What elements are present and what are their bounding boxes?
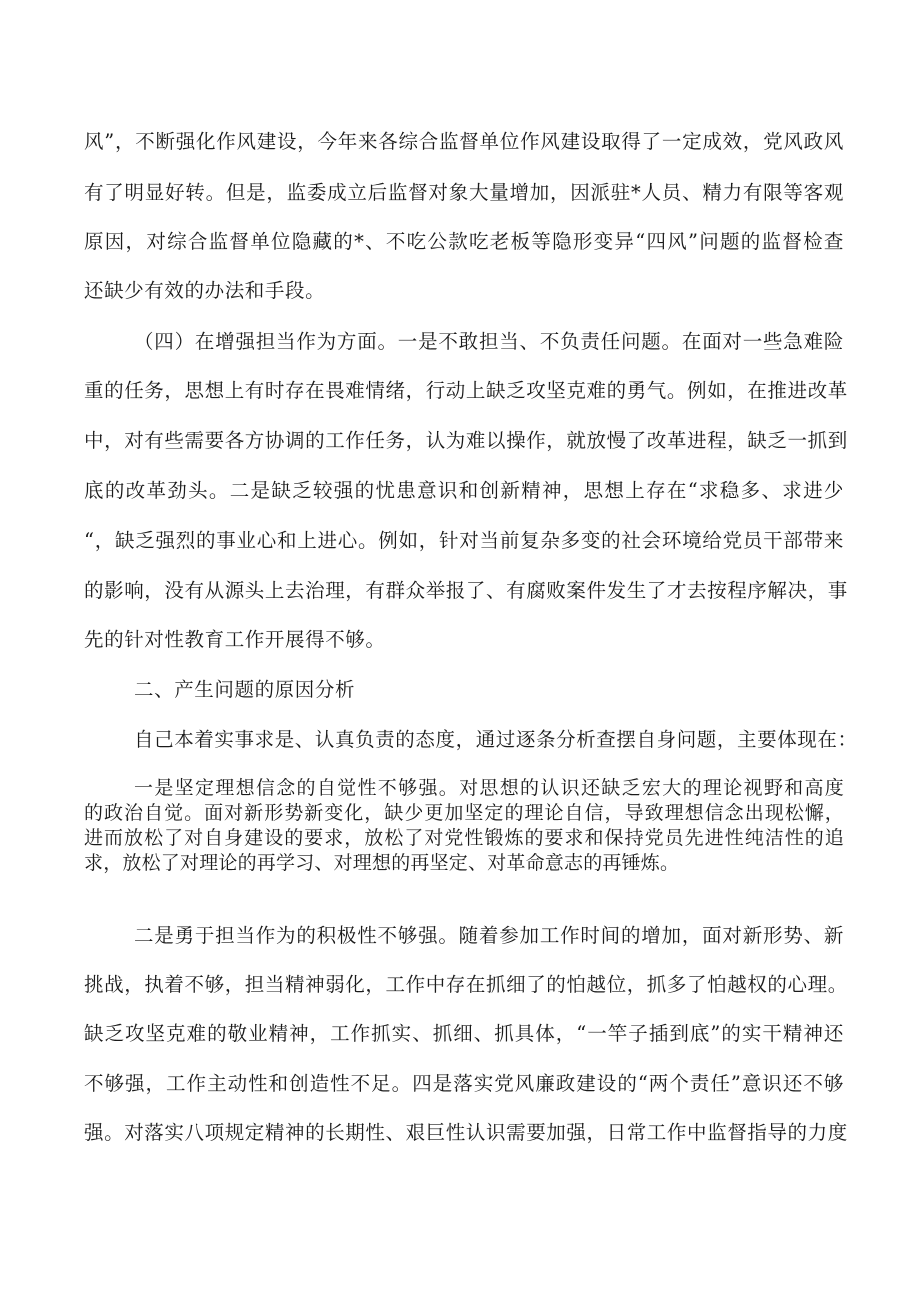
text-line: 强。对落实八项规定精神的长期性、艰巨性认识需要加强，日常工作中监督指导的力度: [84, 1121, 848, 1144]
text-line: 一是坚定理想信念的自觉性不够强。对思想的认识还缺乏宏大的理论视野和高度: [134, 777, 844, 799]
text-line: 缺乏攻坚克难的敬业精神，工作抓实、抓细、抓具体，“一竿子插到底”的实干精神还: [84, 1022, 844, 1045]
text-line: 进而放松了对自身建设的要求，放松了对党性锻炼的要求和保持党员先进性纯洁性的追: [84, 827, 844, 849]
section-heading: 二、产生问题的原因分析: [134, 678, 356, 701]
text-line: 有了明显好转。但是，监委成立后监督对象大量增加，因派驻*人员、精力有限等客观: [84, 181, 844, 204]
text-line: 重的任务，思想上有时存在畏难情绪，行动上缺乏攻坚克难的勇气。例如，在推进改革: [84, 379, 848, 402]
text-line: 求，放松了对理论的再学习、对理想的再坚定、对革命意志的再锤炼。: [84, 852, 680, 874]
text-line: 底的改革劲头。二是缺乏较强的忧患意识和创新精神，思想上存在“求稳多、求进少: [84, 479, 844, 502]
text-line: 二是勇于担当作为的积极性不够强。随着参加工作时间的增加，面对新形势、新: [134, 924, 844, 947]
text-line: 的影响，没有从源头上去治理，有群众举报了、有腐败案件发生了才去按程序解决，事: [84, 579, 848, 602]
text-line: “，缺乏强烈的事业心和上进心。例如，针对当前复杂多变的社会环境给党员干部带来: [84, 529, 844, 552]
text-line: 中，对有些需要各方协调的工作任务，认为难以操作，就放慢了改革进程，缺乏一抓到: [84, 429, 848, 452]
text-line: 不够强，工作主动性和创造性不足。四是落实党风廉政建设的“两个责任”意识还不够: [84, 1072, 844, 1095]
text-line: （四）在增强担当作为方面。一是不敢担当、不负责任问题。在面对一些急难险: [134, 330, 844, 353]
text-line: 还缺少有效的办法和手段。: [84, 279, 326, 302]
text-line: 自己本着实事求是、认真负责的态度，通过逐条分析查摆自身问题，主要体现在：: [134, 728, 858, 751]
text-line: 原因，对综合监督单位隐藏的*、不吃公款吃老板等隐形变异“四风”问题的监督检查: [84, 230, 844, 253]
text-line: 先的针对性教育工作开展得不够。: [84, 628, 386, 651]
text-line: 挑战，执着不够，担当精神弱化，工作中存在抓细了的怕越位，抓多了怕越权的心理。: [84, 973, 848, 996]
text-line: 风”，不断强化作风建设，今年来各综合监督单位作风建设取得了一定成效，党风政风: [84, 130, 844, 153]
text-line: 的政治自觉。面对新形势新变化，缺少更加坚定的理论自信，导致理想信念出现松懈，: [84, 802, 844, 824]
